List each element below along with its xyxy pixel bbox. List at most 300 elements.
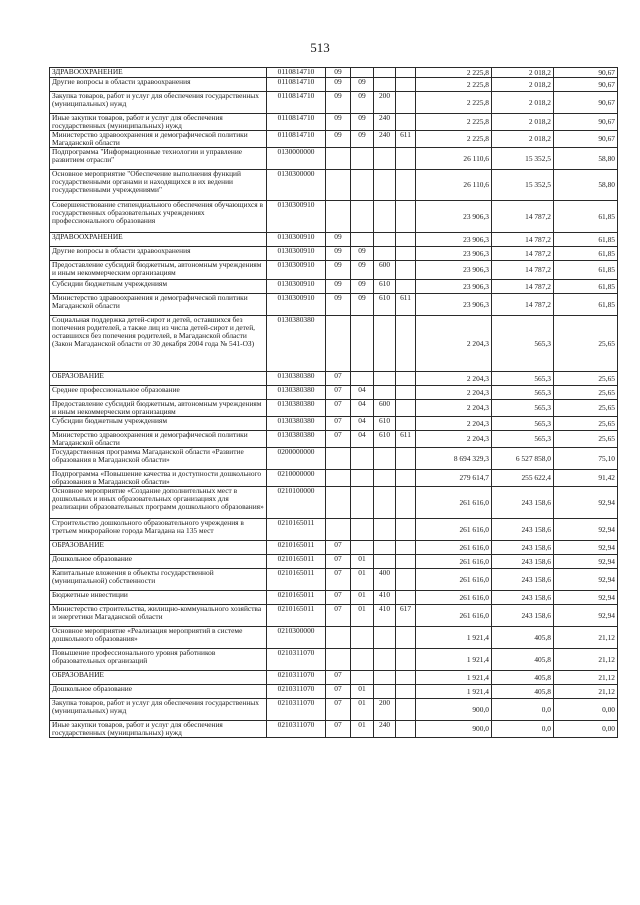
row-department-cell [396, 400, 416, 417]
row-section-cell: 09 [326, 247, 351, 261]
row-percent-cell: 61,85 [554, 201, 618, 233]
row-department-cell [396, 114, 416, 131]
row-subsection-cell [351, 233, 374, 247]
row-expense-type-cell: 410 [374, 605, 396, 627]
row-expense-type-cell: 200 [374, 699, 396, 721]
row-target-code-cell: 0210311070 [267, 671, 326, 685]
row-percent-cell: 25,65 [554, 431, 618, 448]
row-subsection-cell: 09 [351, 280, 374, 294]
row-subsection-cell: 01 [351, 591, 374, 605]
row-subsection-cell [351, 649, 374, 671]
table-row [50, 400, 618, 417]
row-target-code-cell: 0210311070 [267, 699, 326, 721]
row-actual-amount-cell: 243 158,6 [492, 591, 554, 605]
table-row [50, 201, 618, 233]
row-plan-amount-cell: 261 616,0 [416, 487, 492, 519]
row-percent-cell: 25,65 [554, 316, 618, 372]
row-plan-amount-cell: 2 225,8 [416, 92, 492, 114]
row-name-cell: Социальная поддержка детей-сирот и детей, оставшихся без попечения родителей, а также лиц из числа детей-сирот и детей, оставшихся без попечения родителей, в Магаданской области (Закон Магаданской области от 30 декабря 2004 года № 541-ОЗ) [50, 316, 267, 372]
row-target-code-cell: 0200000000 [267, 448, 326, 470]
row-actual-amount-cell: 2 018,2 [492, 92, 554, 114]
row-percent-cell: 0,00 [554, 699, 618, 721]
row-percent-cell: 21,12 [554, 627, 618, 649]
table-row [50, 386, 618, 400]
row-expense-type-cell [374, 170, 396, 201]
table-row [50, 294, 618, 316]
row-section-cell: 09 [326, 280, 351, 294]
row-expense-type-cell: 200 [374, 92, 396, 114]
row-target-code-cell: 0130300000 [267, 170, 326, 201]
row-name-cell: Дошкольное образование [50, 685, 267, 699]
table-row [50, 487, 618, 519]
row-expense-type-cell: 600 [374, 400, 396, 417]
row-target-code-cell: 0210165011 [267, 541, 326, 555]
row-target-code-cell: 0130380380 [267, 386, 326, 400]
row-plan-amount-cell: 900,0 [416, 699, 492, 721]
row-department-cell [396, 92, 416, 114]
row-section-cell [326, 201, 351, 233]
table-row [50, 114, 618, 131]
row-percent-cell: 58,80 [554, 170, 618, 201]
row-department-cell [396, 470, 416, 487]
row-plan-amount-cell: 2 204,3 [416, 372, 492, 386]
row-percent-cell: 25,65 [554, 417, 618, 431]
row-department-cell [396, 519, 416, 541]
table-row [50, 569, 618, 591]
row-plan-amount-cell: 26 110,6 [416, 170, 492, 201]
row-department-cell [396, 417, 416, 431]
row-name-cell: ЗДРАВООХРАНЕНИЕ [50, 68, 267, 78]
row-expense-type-cell [374, 555, 396, 569]
table-row [50, 519, 618, 541]
row-actual-amount-cell: 14 787,2 [492, 261, 554, 280]
row-name-cell: Другие вопросы в области здравоохранения [50, 78, 267, 92]
row-plan-amount-cell: 2 204,3 [416, 400, 492, 417]
row-expense-type-cell [374, 316, 396, 372]
row-name-cell: Иные закупки товаров, работ и услуг для обеспечения государственных (муниципальных) нужд [50, 114, 267, 131]
row-department-cell [396, 316, 416, 372]
row-target-code-cell: 0110814710 [267, 92, 326, 114]
row-name-cell: Государственная программа Магаданской области «Развитие образования в Магаданской области» [50, 448, 267, 470]
row-percent-cell: 21,12 [554, 671, 618, 685]
row-subsection-cell: 09 [351, 78, 374, 92]
row-section-cell [326, 487, 351, 519]
row-target-code-cell: 0210300000 [267, 627, 326, 649]
row-percent-cell: 0,00 [554, 721, 618, 738]
row-department-cell [396, 280, 416, 294]
row-actual-amount-cell: 243 158,6 [492, 487, 554, 519]
row-department-cell [396, 372, 416, 386]
row-target-code-cell: 0210100000 [267, 487, 326, 519]
row-plan-amount-cell: 23 906,3 [416, 233, 492, 247]
row-section-cell [326, 170, 351, 201]
row-name-cell: Предоставление субсидий бюджетным, автономным учреждениям и иным некоммерческим организациям [50, 400, 267, 417]
row-expense-type-cell [374, 448, 396, 470]
row-name-cell: Основное мероприятие «Создание дополнительных мест в дошкольных и иных образовательных организациях для реализации образовательных программ дошкольного образования» [50, 487, 267, 519]
row-expense-type-cell [374, 685, 396, 699]
table-row [50, 721, 618, 738]
table-row [50, 131, 618, 148]
table-row [50, 316, 618, 372]
row-subsection-cell [351, 68, 374, 78]
row-subsection-cell [351, 148, 374, 170]
row-section-cell: 07 [326, 671, 351, 685]
row-expense-type-cell: 400 [374, 569, 396, 591]
row-percent-cell: 90,67 [554, 114, 618, 131]
row-actual-amount-cell: 14 787,2 [492, 280, 554, 294]
row-plan-amount-cell: 23 906,3 [416, 294, 492, 316]
row-plan-amount-cell: 2 225,8 [416, 114, 492, 131]
row-plan-amount-cell: 2 204,3 [416, 386, 492, 400]
row-subsection-cell [351, 470, 374, 487]
table-row [50, 685, 618, 699]
row-name-cell: Бюджетные инвестиции [50, 591, 267, 605]
row-target-code-cell: 0210311070 [267, 649, 326, 671]
row-actual-amount-cell: 0,0 [492, 721, 554, 738]
table-row [50, 78, 618, 92]
row-expense-type-cell: 600 [374, 261, 396, 280]
row-actual-amount-cell: 405,8 [492, 627, 554, 649]
row-section-cell: 07 [326, 372, 351, 386]
row-subsection-cell [351, 541, 374, 555]
row-subsection-cell [351, 316, 374, 372]
row-percent-cell: 61,85 [554, 294, 618, 316]
row-expense-type-cell: 610 [374, 294, 396, 316]
row-target-code-cell: 0110814710 [267, 131, 326, 148]
row-section-cell: 07 [326, 685, 351, 699]
row-expense-type-cell [374, 487, 396, 519]
row-percent-cell: 92,94 [554, 541, 618, 555]
row-expense-type-cell [374, 148, 396, 170]
row-actual-amount-cell: 2 018,2 [492, 114, 554, 131]
row-expense-type-cell [374, 470, 396, 487]
row-target-code-cell: 0210311070 [267, 685, 326, 699]
row-department-cell [396, 247, 416, 261]
row-subsection-cell: 01 [351, 699, 374, 721]
table-row [50, 170, 618, 201]
row-actual-amount-cell: 243 158,6 [492, 569, 554, 591]
row-target-code-cell: 0210165011 [267, 555, 326, 569]
row-subsection-cell: 09 [351, 92, 374, 114]
row-actual-amount-cell: 565,3 [492, 372, 554, 386]
table-row [50, 699, 618, 721]
row-subsection-cell: 01 [351, 555, 374, 569]
row-name-cell: Министерство здравоохранения и демографической политики Магаданской области [50, 131, 267, 148]
row-target-code-cell: 0130000000 [267, 148, 326, 170]
row-department-cell [396, 721, 416, 738]
row-subsection-cell [351, 372, 374, 386]
row-target-code-cell: 0210000000 [267, 470, 326, 487]
row-expense-type-cell [374, 233, 396, 247]
row-department-cell [396, 487, 416, 519]
row-expense-type-cell: 610 [374, 280, 396, 294]
row-plan-amount-cell: 1 921,4 [416, 685, 492, 699]
row-target-code-cell: 0130300910 [267, 294, 326, 316]
row-percent-cell: 92,94 [554, 591, 618, 605]
row-plan-amount-cell: 261 616,0 [416, 519, 492, 541]
row-percent-cell: 21,12 [554, 649, 618, 671]
row-actual-amount-cell: 243 158,6 [492, 541, 554, 555]
table-row [50, 417, 618, 431]
row-subsection-cell: 04 [351, 417, 374, 431]
table-row [50, 431, 618, 448]
row-plan-amount-cell: 900,0 [416, 721, 492, 738]
row-department-cell [396, 649, 416, 671]
row-name-cell: ОБРАЗОВАНИЕ [50, 372, 267, 386]
row-target-code-cell: 0130380380 [267, 417, 326, 431]
row-actual-amount-cell: 405,8 [492, 649, 554, 671]
row-target-code-cell: 0130380380 [267, 316, 326, 372]
row-department-cell: 611 [396, 131, 416, 148]
table-row [50, 68, 618, 78]
row-plan-amount-cell: 23 906,3 [416, 201, 492, 233]
row-expense-type-cell [374, 386, 396, 400]
row-department-cell [396, 541, 416, 555]
table-row [50, 233, 618, 247]
row-actual-amount-cell: 15 352,5 [492, 170, 554, 201]
row-name-cell: Иные закупки товаров, работ и услуг для обеспечения государственных (муниципальных) нужд [50, 721, 267, 738]
row-subsection-cell: 01 [351, 605, 374, 627]
row-target-code-cell: 0130300910 [267, 280, 326, 294]
row-name-cell: Среднее профессиональное образование [50, 386, 267, 400]
row-target-code-cell: 0110814710 [267, 114, 326, 131]
row-department-cell [396, 591, 416, 605]
row-subsection-cell: 04 [351, 431, 374, 448]
row-actual-amount-cell: 405,8 [492, 685, 554, 699]
row-name-cell: Предоставление субсидий бюджетным, автономным учреждениям и иным некоммерческим организациям [50, 261, 267, 280]
row-expense-type-cell [374, 372, 396, 386]
row-plan-amount-cell: 261 616,0 [416, 591, 492, 605]
row-section-cell: 09 [326, 131, 351, 148]
row-subsection-cell [351, 627, 374, 649]
row-expense-type-cell [374, 201, 396, 233]
table-row [50, 92, 618, 114]
row-section-cell: 07 [326, 386, 351, 400]
row-name-cell: Министерство строительства, жилищно-коммунального хозяйства и энергетики Магаданской области [50, 605, 267, 627]
row-name-cell: Строительство дошкольного образовательного учреждения в третьем микрорайоне города Магадана на 135 мест [50, 519, 267, 541]
row-subsection-cell: 01 [351, 721, 374, 738]
row-actual-amount-cell: 243 158,6 [492, 605, 554, 627]
row-section-cell [326, 148, 351, 170]
row-expense-type-cell: 240 [374, 721, 396, 738]
row-subsection-cell: 09 [351, 131, 374, 148]
table-row [50, 448, 618, 470]
row-section-cell [326, 627, 351, 649]
row-section-cell: 09 [326, 92, 351, 114]
row-plan-amount-cell: 2 225,8 [416, 131, 492, 148]
row-actual-amount-cell: 243 158,6 [492, 555, 554, 569]
row-actual-amount-cell: 565,3 [492, 417, 554, 431]
row-target-code-cell: 0130300910 [267, 261, 326, 280]
row-section-cell: 09 [326, 114, 351, 131]
row-name-cell: ЗДРАВООХРАНЕНИЕ [50, 233, 267, 247]
row-section-cell: 09 [326, 68, 351, 78]
row-plan-amount-cell: 1 921,4 [416, 649, 492, 671]
row-actual-amount-cell: 565,3 [492, 316, 554, 372]
row-actual-amount-cell: 2 018,2 [492, 131, 554, 148]
row-section-cell: 07 [326, 569, 351, 591]
row-percent-cell: 25,65 [554, 400, 618, 417]
row-section-cell [326, 649, 351, 671]
row-section-cell [326, 519, 351, 541]
row-percent-cell: 21,12 [554, 685, 618, 699]
table-row [50, 555, 618, 569]
row-name-cell: Подпрограмма «Повышение качества и доступности дошкольного образования в Магаданской области» [50, 470, 267, 487]
budget-table [49, 67, 618, 738]
row-subsection-cell: 04 [351, 386, 374, 400]
row-plan-amount-cell: 2 204,3 [416, 316, 492, 372]
row-actual-amount-cell: 565,3 [492, 431, 554, 448]
row-section-cell [326, 470, 351, 487]
row-name-cell: Субсидии бюджетным учреждениям [50, 417, 267, 431]
row-department-cell [396, 685, 416, 699]
row-section-cell: 07 [326, 417, 351, 431]
row-plan-amount-cell: 2 204,3 [416, 417, 492, 431]
row-department-cell [396, 386, 416, 400]
row-subsection-cell: 01 [351, 569, 374, 591]
row-plan-amount-cell: 279 614,7 [416, 470, 492, 487]
row-department-cell: 611 [396, 294, 416, 316]
row-percent-cell: 90,67 [554, 68, 618, 78]
row-section-cell: 09 [326, 233, 351, 247]
row-percent-cell: 61,85 [554, 233, 618, 247]
row-expense-type-cell [374, 627, 396, 649]
row-percent-cell: 90,67 [554, 78, 618, 92]
row-percent-cell: 92,94 [554, 487, 618, 519]
row-target-code-cell: 0130380380 [267, 400, 326, 417]
row-name-cell: Основное мероприятие "Обеспечение выполнения функций государственными органами и находящихся в их ведении государственными учреждениями" [50, 170, 267, 201]
row-department-cell [396, 170, 416, 201]
row-target-code-cell: 0130300910 [267, 201, 326, 233]
row-plan-amount-cell: 23 906,3 [416, 280, 492, 294]
row-section-cell: 07 [326, 721, 351, 738]
row-subsection-cell [351, 487, 374, 519]
row-department-cell [396, 671, 416, 685]
row-department-cell [396, 78, 416, 92]
row-subsection-cell [351, 519, 374, 541]
row-subsection-cell: 01 [351, 685, 374, 699]
row-section-cell: 07 [326, 555, 351, 569]
table-row [50, 671, 618, 685]
row-target-code-cell: 0210165011 [267, 569, 326, 591]
row-percent-cell: 92,94 [554, 555, 618, 569]
row-plan-amount-cell: 23 906,3 [416, 261, 492, 280]
row-section-cell: 09 [326, 78, 351, 92]
row-actual-amount-cell: 243 158,6 [492, 519, 554, 541]
row-actual-amount-cell: 0,0 [492, 699, 554, 721]
table-row [50, 541, 618, 555]
row-actual-amount-cell: 15 352,5 [492, 148, 554, 170]
row-target-code-cell: 0210165011 [267, 519, 326, 541]
row-subsection-cell: 09 [351, 294, 374, 316]
row-percent-cell: 92,94 [554, 605, 618, 627]
row-expense-type-cell [374, 671, 396, 685]
row-name-cell: Закупка товаров, работ и услуг для обеспечения государственных (муниципальных) нужд [50, 699, 267, 721]
table-row [50, 627, 618, 649]
row-plan-amount-cell: 23 906,3 [416, 247, 492, 261]
page-number: 513 [310, 40, 330, 55]
row-percent-cell: 90,67 [554, 92, 618, 114]
row-name-cell: Другие вопросы в области здравоохранения [50, 247, 267, 261]
row-subsection-cell [351, 170, 374, 201]
row-department-cell [396, 233, 416, 247]
row-expense-type-cell: 610 [374, 431, 396, 448]
table-row [50, 649, 618, 671]
table-row [50, 261, 618, 280]
row-plan-amount-cell: 8 694 329,3 [416, 448, 492, 470]
row-actual-amount-cell: 2 018,2 [492, 78, 554, 92]
row-subsection-cell: 09 [351, 261, 374, 280]
row-subsection-cell [351, 201, 374, 233]
row-target-code-cell: 0130300910 [267, 233, 326, 247]
row-plan-amount-cell: 1 921,4 [416, 671, 492, 685]
row-percent-cell: 61,85 [554, 280, 618, 294]
row-plan-amount-cell: 261 616,0 [416, 569, 492, 591]
row-percent-cell: 90,67 [554, 131, 618, 148]
row-percent-cell: 58,80 [554, 148, 618, 170]
budget-table-body [50, 68, 618, 738]
row-name-cell: Субсидии бюджетным учреждениям [50, 280, 267, 294]
row-actual-amount-cell: 14 787,2 [492, 247, 554, 261]
row-target-code-cell: 0130300910 [267, 247, 326, 261]
row-percent-cell: 61,85 [554, 261, 618, 280]
row-department-cell [396, 148, 416, 170]
row-actual-amount-cell: 14 787,2 [492, 294, 554, 316]
row-section-cell: 09 [326, 294, 351, 316]
row-plan-amount-cell: 1 921,4 [416, 627, 492, 649]
row-department-cell [396, 261, 416, 280]
row-department-cell: 611 [396, 431, 416, 448]
row-name-cell: Министерство здравоохранения и демографической политики Магаданской области [50, 431, 267, 448]
row-plan-amount-cell: 2 225,8 [416, 78, 492, 92]
table-row [50, 605, 618, 627]
row-expense-type-cell [374, 519, 396, 541]
row-expense-type-cell [374, 68, 396, 78]
row-name-cell: Дошкольное образование [50, 555, 267, 569]
row-name-cell: ОБРАЗОВАНИЕ [50, 671, 267, 685]
row-percent-cell: 91,42 [554, 470, 618, 487]
row-actual-amount-cell: 14 787,2 [492, 201, 554, 233]
row-department-cell [396, 627, 416, 649]
row-target-code-cell: 0110814710 [267, 68, 326, 78]
row-target-code-cell: 0110814710 [267, 78, 326, 92]
row-department-cell [396, 448, 416, 470]
row-department-cell [396, 699, 416, 721]
row-subsection-cell: 04 [351, 400, 374, 417]
row-actual-amount-cell: 2 018,2 [492, 68, 554, 78]
row-department-cell [396, 555, 416, 569]
row-target-code-cell: 0130380380 [267, 431, 326, 448]
table-row [50, 148, 618, 170]
row-expense-type-cell [374, 541, 396, 555]
row-section-cell [326, 448, 351, 470]
row-department-cell: 617 [396, 605, 416, 627]
row-plan-amount-cell: 26 110,6 [416, 148, 492, 170]
row-expense-type-cell: 610 [374, 417, 396, 431]
row-name-cell: ОБРАЗОВАНИЕ [50, 541, 267, 555]
row-expense-type-cell [374, 649, 396, 671]
row-percent-cell: 75,10 [554, 448, 618, 470]
row-section-cell: 07 [326, 400, 351, 417]
row-section-cell: 07 [326, 699, 351, 721]
row-subsection-cell: 09 [351, 247, 374, 261]
row-name-cell: Основное мероприятие «Реализация мероприятий в системе дошкольного образования» [50, 627, 267, 649]
row-plan-amount-cell: 261 616,0 [416, 605, 492, 627]
row-plan-amount-cell: 261 616,0 [416, 541, 492, 555]
row-expense-type-cell [374, 78, 396, 92]
row-actual-amount-cell: 14 787,2 [492, 233, 554, 247]
row-percent-cell: 92,94 [554, 519, 618, 541]
